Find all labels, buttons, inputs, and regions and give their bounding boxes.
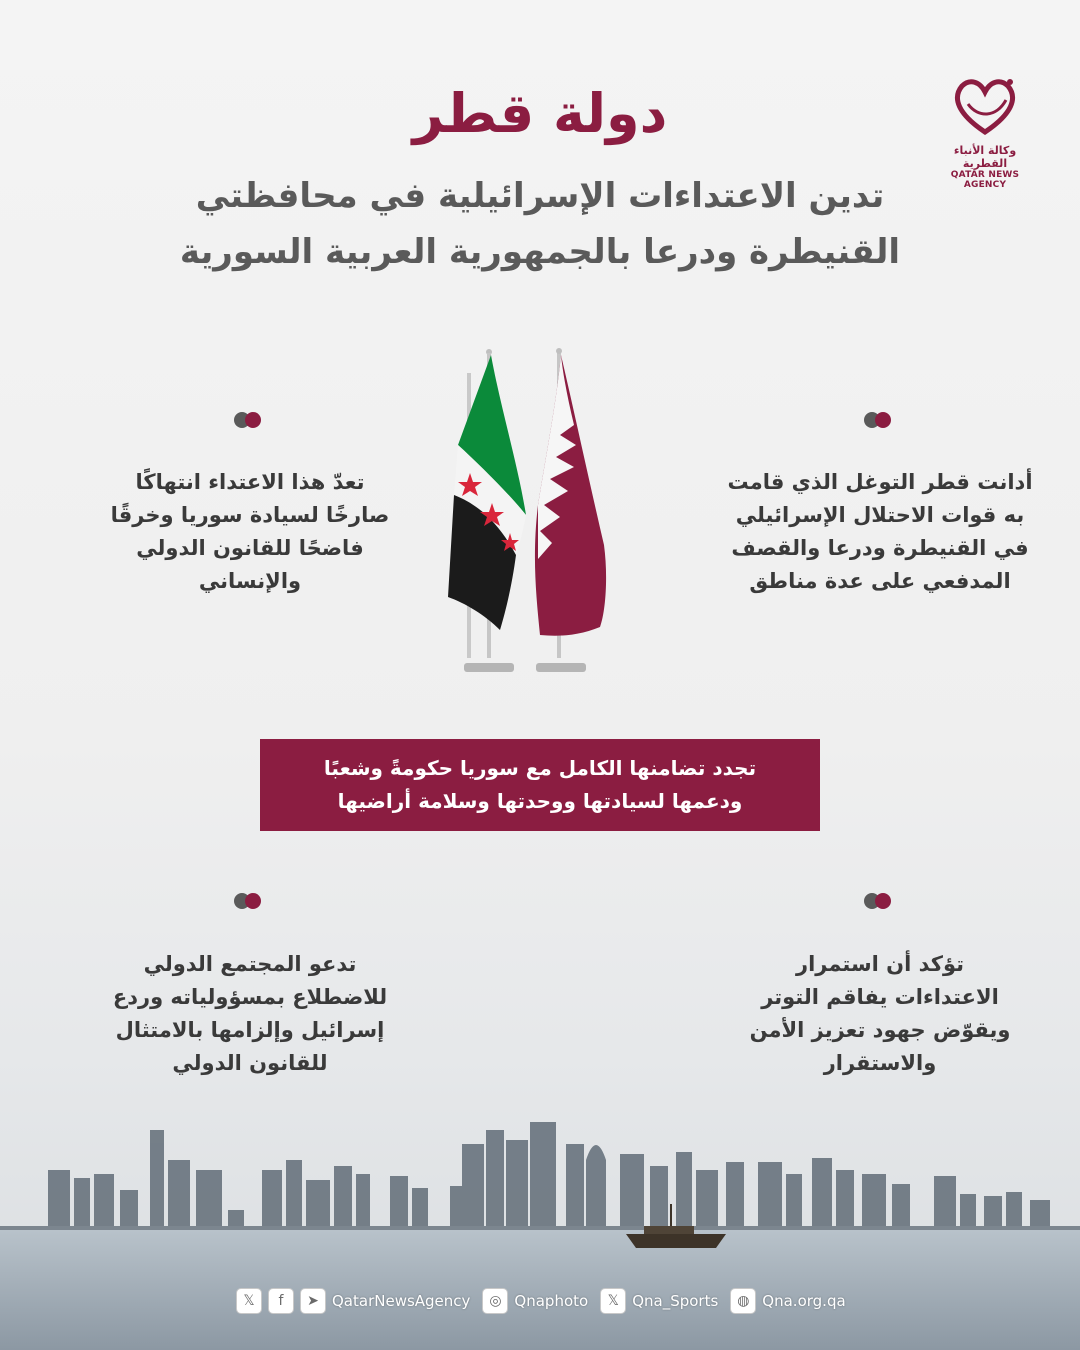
x-sports-icon[interactable]: 𝕏: [600, 1288, 626, 1314]
handle-main[interactable]: QatarNewsAgency: [332, 1292, 471, 1310]
syrian-flag: [448, 355, 526, 630]
point-bottom-right: [730, 948, 1030, 1080]
banner-line-1: تجدد تضامنها الكامل مع سوريا حكومةً وشعبًا: [323, 756, 757, 780]
facebook-icon[interactable]: f: [268, 1288, 294, 1314]
point-line: أدانت قطر التوغل الذي قامت: [727, 470, 1033, 494]
solidarity-banner: [260, 739, 820, 831]
subtitle-line-1: تدين الاعتداءات الإسرائيلية في محافظتي: [195, 176, 885, 216]
bullet-dots-top-right: [864, 412, 894, 428]
qna-emblem-icon: [948, 74, 1022, 136]
point-top-left: [100, 466, 400, 598]
telegram-icon[interactable]: ➤: [300, 1288, 326, 1314]
banner-line-2: ودعمها لسيادتها ووحدتها وسلامة أراضيها: [337, 789, 743, 813]
point-line: إسرائيل وإلزامها بالامتثال: [115, 1018, 385, 1042]
website-globe-icon[interactable]: ◍: [730, 1288, 756, 1314]
qna-logo: [930, 74, 1040, 190]
point-line: المدفعي على عدة مناطق: [749, 569, 1011, 593]
point-line: به قوات الاحتلال الإسرائيلي: [735, 503, 1025, 527]
point-line: والاستقرار: [823, 1051, 937, 1075]
subtitle-line-2: القنيطرة ودرعا بالجمهورية العربية السورية: [179, 232, 901, 272]
point-line: الاعتداءات يفاقم التوتر: [761, 985, 999, 1009]
point-bottom-left: [90, 948, 410, 1080]
point-line: ويقوّض جهود تعزيز الأمن: [749, 1018, 1011, 1042]
handle-sports[interactable]: Qna_Sports: [632, 1292, 719, 1310]
logo-arabic-name: وكالة الأنباء القطرية: [953, 144, 1017, 170]
flags-illustration: [440, 345, 640, 680]
point-line: والإنساني: [198, 569, 302, 593]
point-line: صارخًا لسيادة سوريا وخرقًا: [110, 503, 390, 527]
point-line: للاضطلاع بمسؤولياته وردع: [112, 985, 388, 1009]
point-line: تؤكد أن استمرار: [796, 952, 964, 976]
logo-english-name: QATAR NEWS AGENCY: [950, 170, 1020, 190]
instagram-icon[interactable]: ◎: [482, 1288, 508, 1314]
point-line: للقانون الدولي: [172, 1051, 328, 1075]
point-top-right: [720, 466, 1040, 598]
page-title: دولة قطر: [412, 82, 668, 145]
point-line: فاضحًا للقانون الدولي: [136, 536, 364, 560]
x-icon[interactable]: 𝕏: [236, 1288, 262, 1314]
handle-photo[interactable]: Qnaphoto: [514, 1292, 589, 1310]
point-line: تعدّ هذا الاعتداء انتهاكًا: [135, 470, 365, 494]
bullet-dots-top-left: [234, 412, 264, 428]
bullet-dots-bottom-left: [234, 893, 264, 909]
qatar-flag: [535, 355, 606, 636]
point-line: تدعو المجتمع الدولي: [143, 952, 357, 976]
website-link[interactable]: Qna.org.qa: [762, 1292, 846, 1310]
social-footer: [236, 1286, 856, 1316]
bullet-dots-bottom-right: [864, 893, 894, 909]
page-subtitle: [140, 168, 940, 280]
point-line: في القنيطرة ودرعا والقصف: [731, 536, 1029, 560]
